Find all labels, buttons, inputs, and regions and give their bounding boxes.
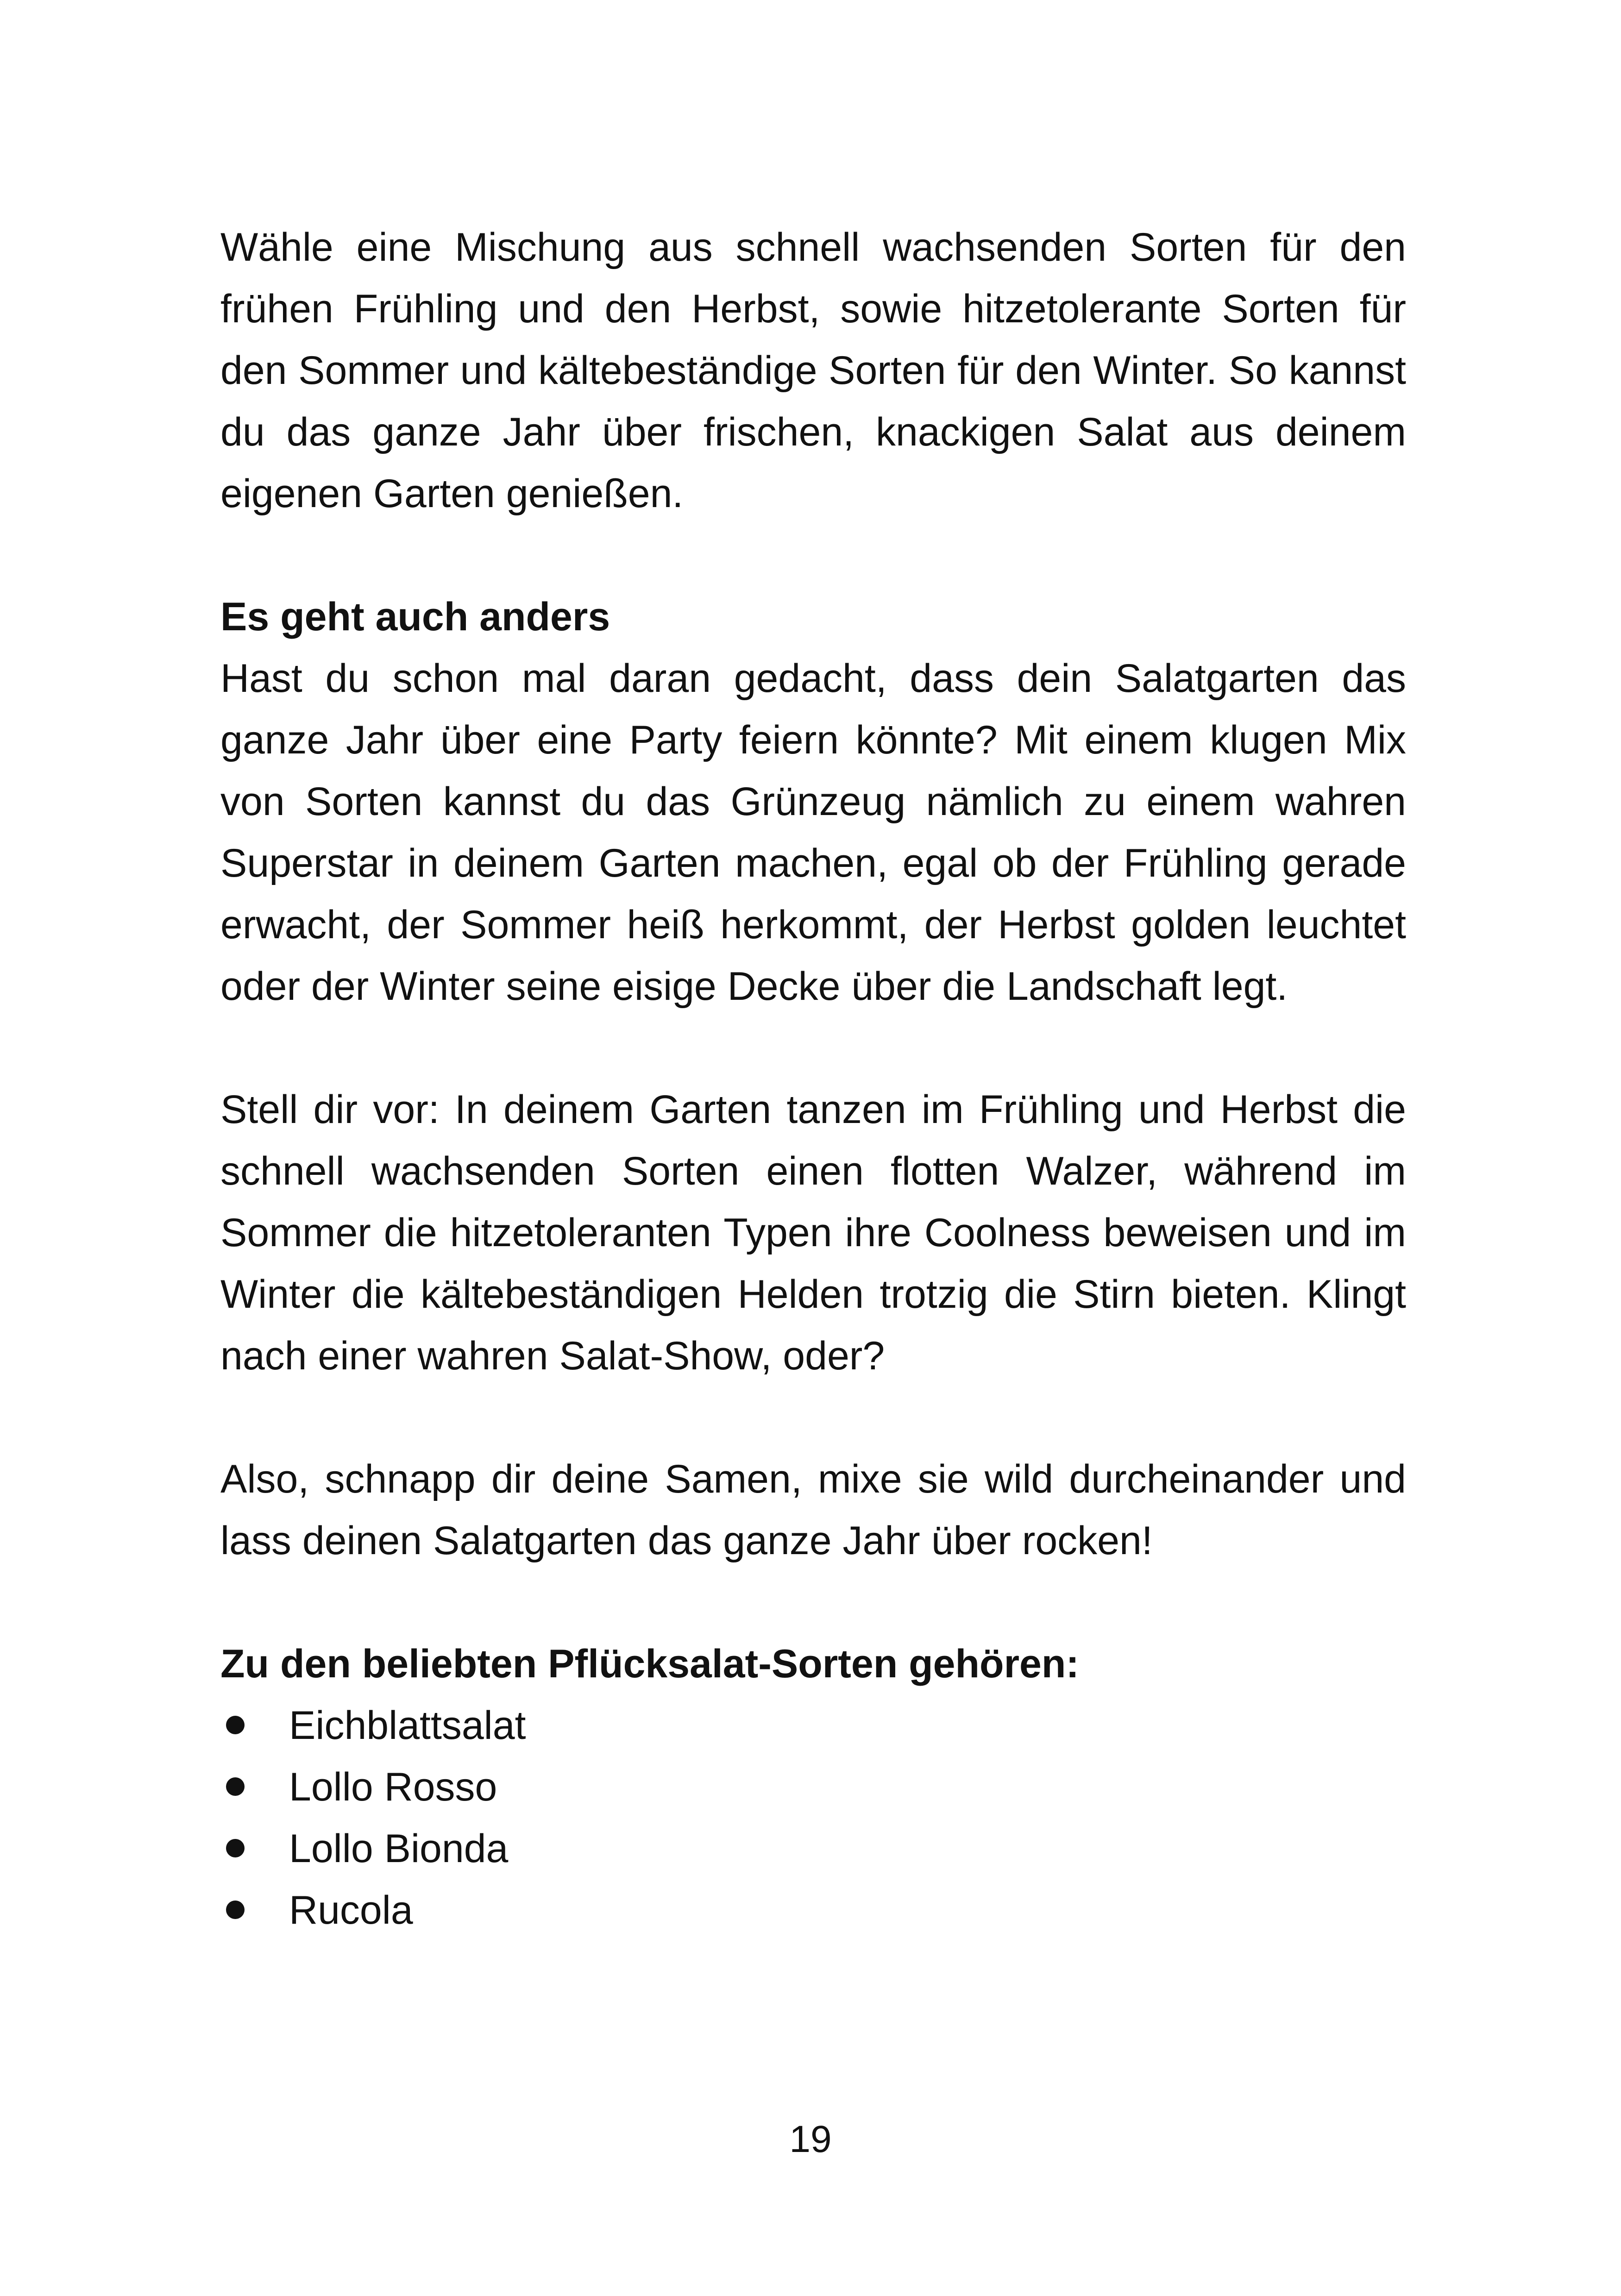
paragraph-spacer	[220, 1387, 1406, 1449]
bullet-icon	[226, 1716, 245, 1734]
paragraph-spacer	[220, 1572, 1406, 1633]
list-item-label: Eichblattsalat	[289, 1703, 526, 1748]
paragraph-also: Also, schnapp dir deine Samen, mixe sie wild durcheinander und lass deinen Salatgarten das ganze Jahr über rocken!	[220, 1457, 1406, 1563]
sorten-list	[220, 1695, 1406, 1941]
section-heading-es-geht-auch-anders: Es geht auch anders	[220, 595, 610, 639]
bullet-icon	[226, 1839, 245, 1857]
page-content	[220, 217, 1406, 1941]
page-number: 19	[789, 2118, 832, 2160]
bullet-icon	[226, 1777, 245, 1796]
list-item-label: Rucola	[289, 1888, 413, 1932]
list-item-label: Lollo Rosso	[289, 1765, 497, 1809]
paragraph-intro: Wähle eine Mischung aus schnell wachsenden Sorten für den frühen Frühling und den Herbst, sowie hitzetolerante Sorten für den Sommer und kältebeständige Sorten für den Winter. So kannst du das ganze Jahr über frischen, knackigen Salat aus deinem eigenen Garten genießen.	[220, 225, 1406, 516]
list-item	[220, 1757, 1406, 1818]
section-heading-sorten: Zu den beliebten Pflücksalat-Sorten gehören:	[220, 1642, 1080, 1686]
list-item	[220, 1818, 1406, 1880]
list-item	[220, 1880, 1406, 1941]
paragraph-party: Hast du schon mal daran gedacht, dass dein Salatgarten das ganze Jahr über eine Party feiern könnte? Mit einem klugen Mix von Sorten kannst du das Grünzeug nämlich zu einem wahren Superstar in deinem Garten machen, egal ob der Frühling gerade erwacht, der Sommer heiß herkommt, der Herbst golden leuchtet oder der Winter seine eisige Decke über die Landschaft legt.	[220, 656, 1406, 1009]
bullet-icon	[226, 1901, 245, 1919]
paragraph-stell-dir-vor: Stell dir vor: In deinem Garten tanzen im Frühling und Herbst die schnell wachsenden Sorten einen flotten Walzer, während im Sommer die hitzetoleranten Typen ihre Coolness beweisen und im Winter die kältebeständigen Helden trotzig die Stirn bieten. Klingt nach einer wahren Salat-Show, oder?	[220, 1087, 1406, 1378]
paragraph-spacer	[220, 525, 1406, 586]
list-item	[220, 1695, 1406, 1757]
list-item-label: Lollo Bionda	[289, 1826, 509, 1871]
paragraph-spacer	[220, 1017, 1406, 1079]
